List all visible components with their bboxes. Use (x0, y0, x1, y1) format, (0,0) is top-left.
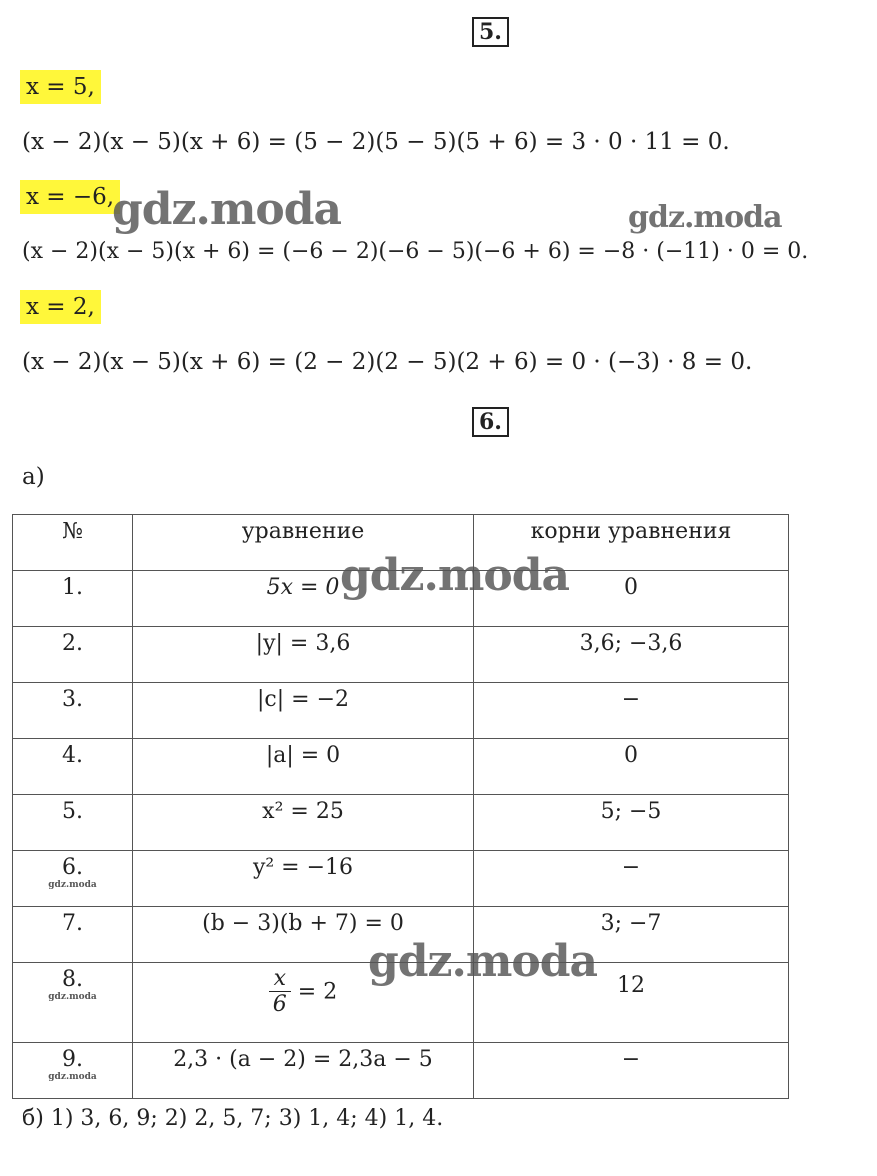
row-equation: 5x = 0 (133, 571, 474, 627)
watermark-small: gdz.moda (48, 992, 97, 1002)
fraction-rest: = 2 (297, 979, 338, 1005)
row-number: 3. (13, 683, 133, 739)
table-row (13, 627, 789, 683)
part-a-label: а) (22, 464, 45, 490)
watermark: gdz.moda (340, 550, 570, 601)
row-number: 7. (13, 907, 133, 963)
row-roots: 5; −5 (474, 795, 789, 851)
table-row (13, 851, 789, 907)
table-row (13, 795, 789, 851)
part-b-answers: б) 1) 3, 6, 9; 2) 2, 5, 7; 3) 1, 4; 4) 1, 4. (22, 1106, 444, 1131)
row-number-cell (13, 963, 133, 1043)
case-calc-1: (x − 2)(x − 5)(x + 6) = (5 − 2)(5 − 5)(5 + 6) = 3 · 0 · 11 = 0. (22, 129, 730, 155)
watermark-small: gdz.moda (48, 1072, 97, 1082)
task-number-6: 6. (472, 407, 509, 437)
header-roots: корни уравнения (474, 515, 789, 571)
header-number: № (13, 515, 133, 571)
table-row (13, 1043, 789, 1099)
row-number: 8. (62, 967, 83, 992)
row-roots: 0 (474, 739, 789, 795)
case-value-3: x = 2, (20, 290, 101, 324)
row-number: 4. (13, 739, 133, 795)
row-roots: − (474, 1043, 789, 1099)
row-roots: 3,6; −3,6 (474, 627, 789, 683)
watermark: gdz.moda (368, 936, 598, 987)
row-roots: 12 (474, 963, 789, 1043)
case-value-2: x = −6, (20, 180, 120, 214)
row-equation: y² = −16 (133, 851, 474, 907)
case-calc-2: (x − 2)(x − 5)(x + 6) = (−6 − 2)(−6 − 5)(−6 + 6) = −8 · (−11) · 0 = 0. (22, 239, 809, 264)
row-equation: 2,3 · (a − 2) = 2,3a − 5 (133, 1043, 474, 1099)
row-equation: x² = 25 (133, 795, 474, 851)
row-number-cell (13, 851, 133, 907)
row-number: 9. (62, 1047, 83, 1072)
case-value-1: x = 5, (20, 70, 101, 104)
fraction-denominator: 6 (269, 991, 291, 1018)
task-number-5: 5. (472, 17, 509, 47)
row-number: 5. (13, 795, 133, 851)
row-roots: 3; −7 (474, 907, 789, 963)
row-equation: |y| = 3,6 (133, 627, 474, 683)
row-roots: − (474, 683, 789, 739)
row-number: 2. (13, 627, 133, 683)
row-number-cell (13, 1043, 133, 1099)
fraction-numerator: x (273, 966, 286, 991)
watermark: gdz.moda (628, 200, 782, 235)
row-number: 1. (13, 571, 133, 627)
row-equation: (b − 3)(b + 7) = 0 (133, 907, 474, 963)
row-number: 6. (62, 855, 83, 880)
table-row (13, 683, 789, 739)
row-equation: |a| = 0 (133, 739, 474, 795)
fraction (269, 967, 291, 1018)
table-row (13, 739, 789, 795)
row-equation: |c| = −2 (133, 683, 474, 739)
row-roots: 0 (474, 571, 789, 627)
equations-table (12, 514, 789, 1099)
row-roots: − (474, 851, 789, 907)
header-equation: уравнение (133, 515, 474, 571)
case-calc-3: (x − 2)(x − 5)(x + 6) = (2 − 2)(2 − 5)(2 + 6) = 0 · (−3) · 8 = 0. (22, 349, 753, 375)
watermark: gdz.moda (112, 184, 342, 235)
watermark-small: gdz.moda (48, 880, 97, 890)
